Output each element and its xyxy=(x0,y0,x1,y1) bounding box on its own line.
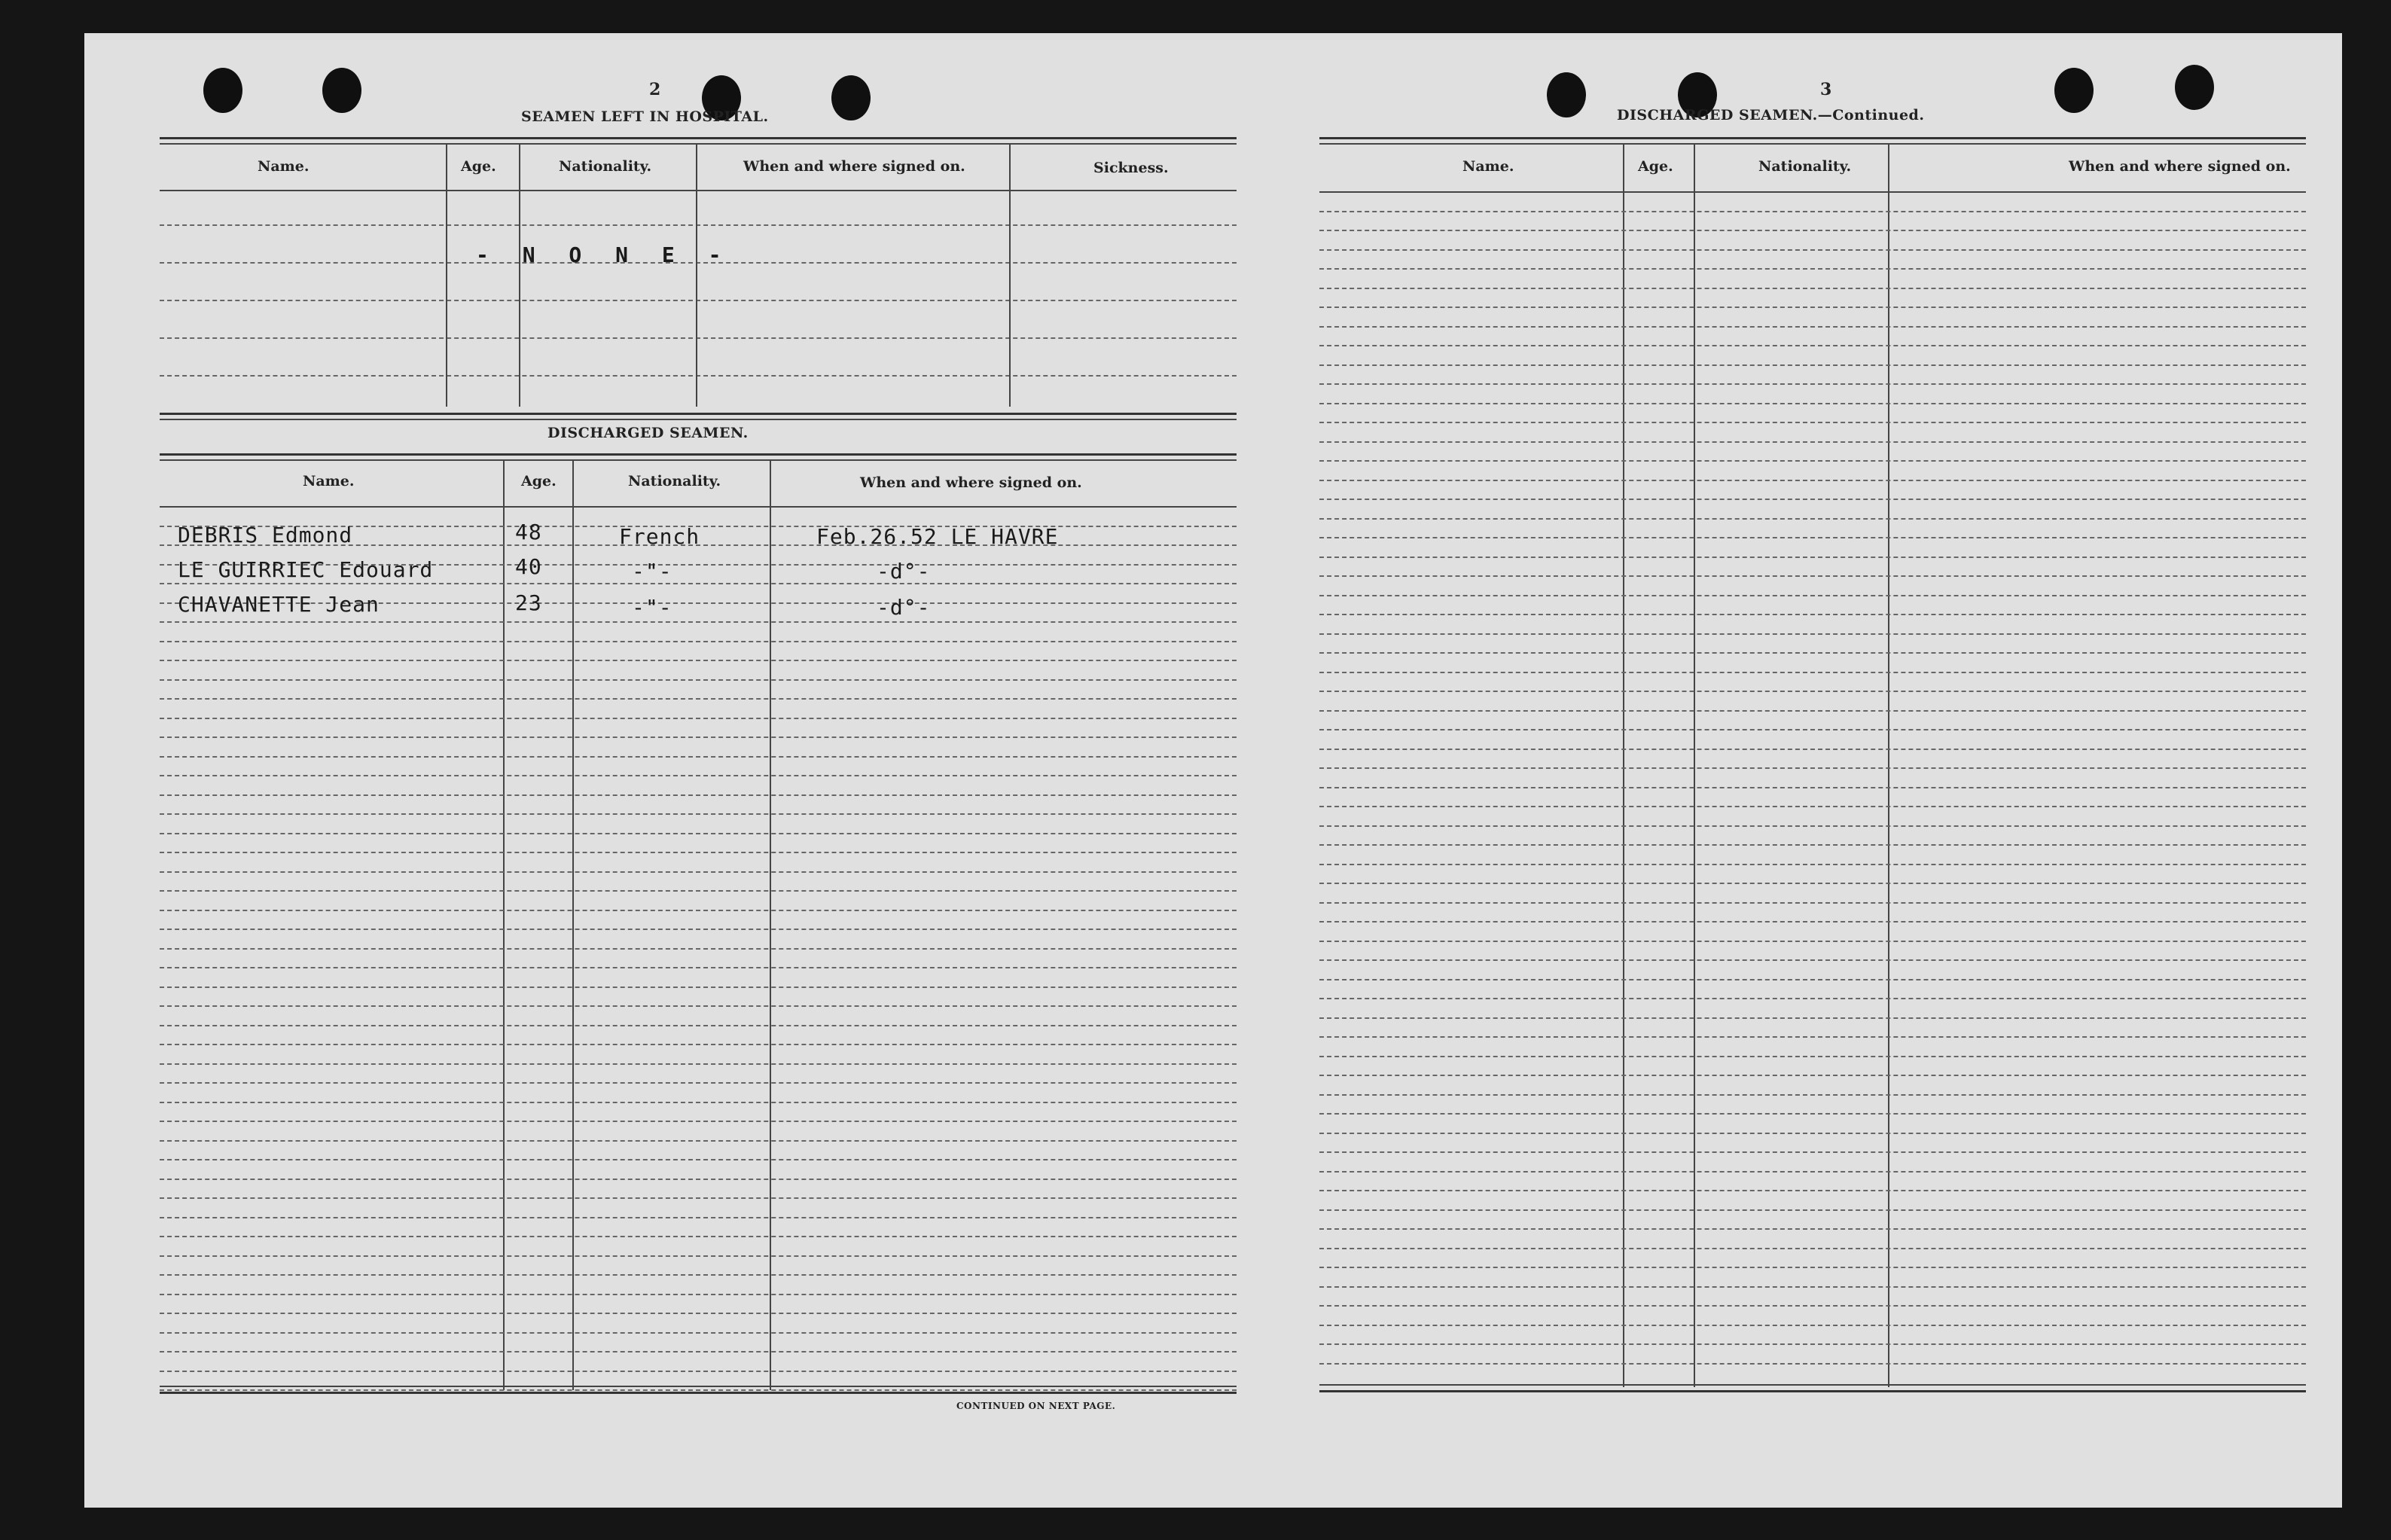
table-row-signed-on: Feb.26.52 LE HAVRE xyxy=(816,524,1059,549)
left-page xyxy=(84,33,1237,1508)
table-row-nationality: French xyxy=(619,524,700,549)
right-page xyxy=(1240,33,2342,1508)
header-sickness: Sickness. xyxy=(1093,160,1169,176)
continued-section-title: DISCHARGED SEAMEN.—Continued. xyxy=(1617,107,1925,124)
table-row-nationality: -"- xyxy=(632,559,672,584)
header-nationality: Nationality. xyxy=(628,473,721,489)
header-name: Name. xyxy=(303,473,355,489)
page-number: 2 xyxy=(649,80,661,99)
table-row-age: 40 xyxy=(515,554,542,579)
table-row-age: 48 xyxy=(515,520,542,544)
table-row-age: 23 xyxy=(515,590,542,615)
header-signed-on: When and where signed on. xyxy=(2069,158,2291,175)
header-signed-on: When and where signed on. xyxy=(860,474,1082,491)
table-row-name: LE GUIRRIEC Edouard xyxy=(178,557,434,582)
table-row-signed-on: -d°- xyxy=(877,595,931,620)
header-name: Name. xyxy=(1462,158,1514,175)
header-age: Age. xyxy=(1638,158,1673,175)
header-nationality: Nationality. xyxy=(1758,158,1852,175)
discharged-section-title: DISCHARGED SEAMEN. xyxy=(547,425,749,441)
header-age: Age. xyxy=(521,473,557,489)
table-row-name: DEBRIS Edmond xyxy=(178,523,353,547)
table-row-signed-on: -d°- xyxy=(877,559,931,584)
table-row-nationality: -"- xyxy=(632,595,672,620)
page-number: 3 xyxy=(1820,80,1832,99)
header-name: Name. xyxy=(258,158,310,175)
header-age: Age. xyxy=(461,158,496,175)
continued-footer: CONTINUED ON NEXT PAGE. xyxy=(956,1401,1116,1411)
none-entry: - N O N E - xyxy=(476,242,732,267)
table-row-name: CHAVANETTE Jean xyxy=(178,592,380,617)
header-nationality: Nationality. xyxy=(559,158,652,175)
header-signed-on: When and where signed on. xyxy=(743,158,965,175)
document-sheet xyxy=(84,33,2342,1508)
hospital-section-title: SEAMEN LEFT IN HOSPITAL. xyxy=(521,108,769,125)
